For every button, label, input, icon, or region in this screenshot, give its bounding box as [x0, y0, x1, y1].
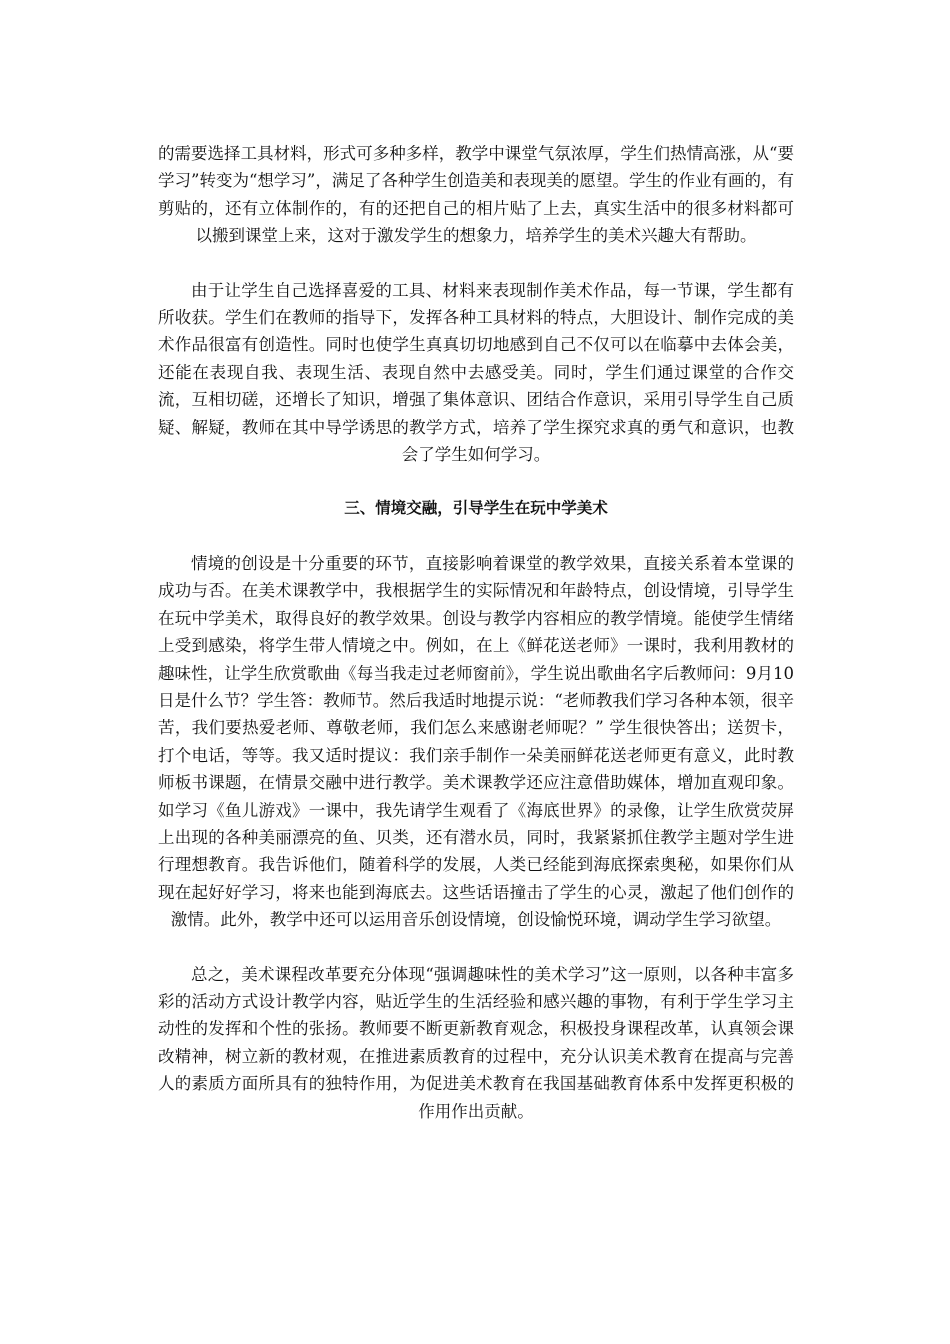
paragraph-spacer	[158, 523, 794, 550]
paragraph-spacer	[158, 934, 794, 961]
paragraph-situation: 情境的创设是十分重要的环节，直接影响着课堂的教学效果，直接关系着本堂课的成功与否。在美术课教学中，我根据学生的实际情况和年龄特点，创设情境，引导学生在玩中学美术，取得良好的教学效果。创设与教学内容相应的教学情境。能使学生情绪上受到感染，将学生带人情境之中。例如，在上《鲜花送老师》一课时，我利用教材的趣味性，让学生欣赏歌曲《每当我走过老师窗前》，学生说出歌曲名字后教师问：9月10日是什么节？学生答：教师节。然后我适时地提示说：“老师教我们学习各种本领，很辛苦，我们要热爱老师、尊敬老师，我们怎么来感谢老师呢？” 学生很快答出；送贺卡，打个电话，等等。我又适时提议：我们亲手制作一朵美丽鲜花送老师更有意义，此时教师板书课题，在情景交融中进行教学。美术课教学还应注意借助媒体，增加直观印象。如学习《鱼儿游戏》一课中，我先请学生观看了《海底世界》的录像，让学生欣赏荧屏上出现的各种美丽漂亮的鱼、贝类，还有潜水员，同时，我紧紧抓住教学主题对学生进行理想教育。我告诉他们，随着科学的发展，人类已经能到海底探索奥秘，如果你们从现在起好好学习，将来也能到海底去。这些话语撞击了学生的心灵，激起了他们创作的激情。此外，教学中还可以运用音乐创设情境，创设愉悦环境，调动学生学习欲望。	[158, 553, 794, 930]
section-heading: 三、情境交融，引导学生在玩中学美术	[344, 499, 608, 518]
paragraph-continuation: 的需要选择工具材料，形式可多种多样，教学中课堂气氛浓厚，学生们热情高涨，从“要学习”转变为“想学习”，满足了各种学生创造美和表现美的愿望。学生的作业有画的，有剪贴的，还有立体制作的，有的还把自己的相片贴了上去，真实生活中的很多材料都可以搬到课堂上来，这对于激发学生的想象力，培养学生的美术兴趣大有帮助。	[158, 144, 794, 246]
paragraph-tools-materials: 由于让学生自己选择喜爱的工具、材料来表现制作美术作品，每一节课，学生都有所收获。学生们在教师的指导下，发挥各种工具材料的特点，大胆设计、制作完成的美术作品很富有创造性。同时也使学生真真切切地感到自己不仅可以在临摹中去体会美，还能在表现自我、表现生活、表现自然中去感受美。同时，学生们通过课堂的合作交流，互相切磋，还增长了知识，增强了集体意识、团结合作意识，采用引导学生自己质疑、解疑，教师在其中导学诱思的教学方式，培养了学生探究求真的勇气和意识，也教会了学生如何学习。	[158, 280, 794, 465]
paragraph-spacer	[158, 468, 794, 495]
paragraph-conclusion: 总之，美术课程改革要充分体现“强调趣味性的美术学习”这一原则，以各种丰富多彩的活动方式设计教学内容，贴近学生的生活经验和感兴趣的事物，有利于学生学习主动性的发挥和个性的张扬。教师要不断更新教育观念，积极投身课程改革，认真领会课改精神，树立新的教材观，在推进素质教育的过程中，充分认识美术教育在提高与完善人的素质方面所具有的独特作用，为促进美术教育在我国基础教育体系中发挥更积极的作用作出贡献。	[158, 964, 794, 1121]
document-page	[158, 140, 794, 1125]
paragraph-spacer	[158, 250, 794, 277]
